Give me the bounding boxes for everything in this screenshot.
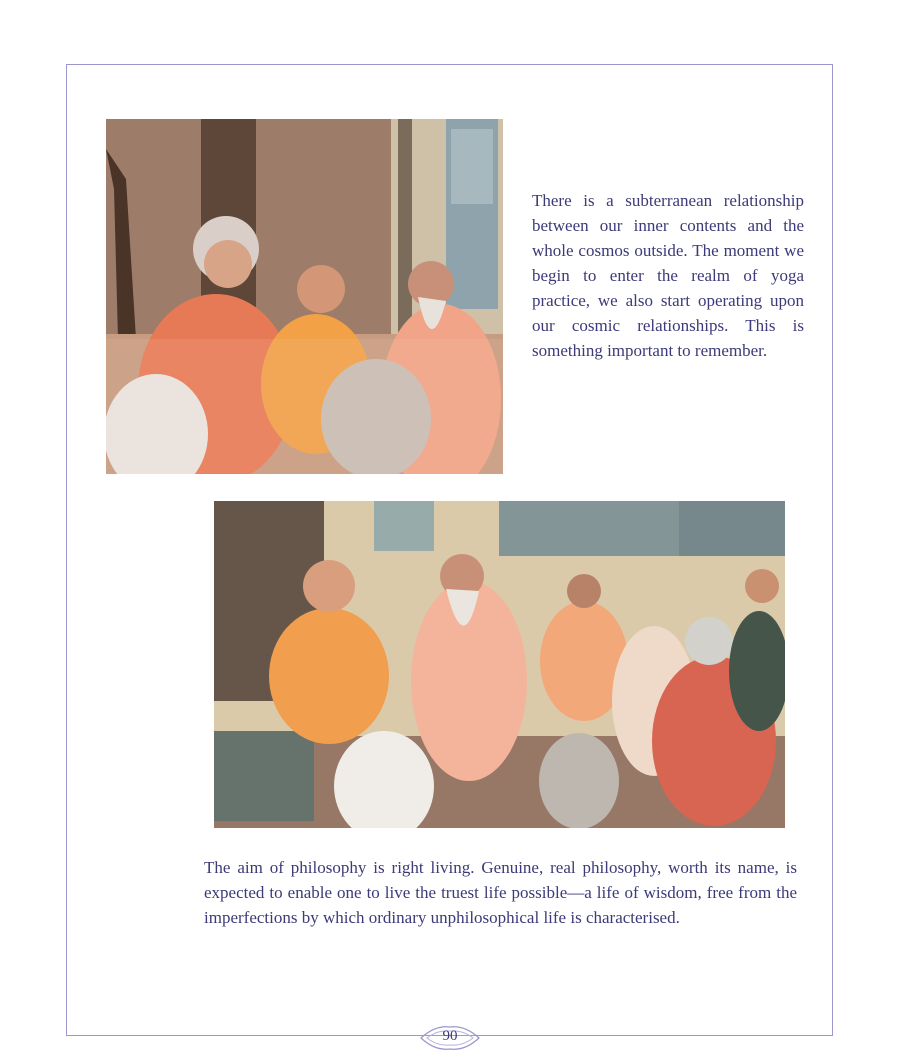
page-number-ornament xyxy=(417,1023,483,1053)
quote-text-1: There is a subterranean relationship between our inner contents and the whole cosmos outside. The moment we begin to enter the realm of yoga practice, we also start operating upon our cosmic relationships. This is something important to remember. xyxy=(532,191,804,360)
quote-text-2: The aim of philosophy is right living. Genuine, real philosophy, worth its name, is expected to enable one to live the truest life possible—a life of wisdom, free from the imperfections by which ordinary unphilosophical life is characterised. xyxy=(204,858,797,927)
group-photo-1 xyxy=(106,119,503,474)
page-number: 90 xyxy=(442,1028,458,1044)
group-photo-2 xyxy=(214,501,785,828)
